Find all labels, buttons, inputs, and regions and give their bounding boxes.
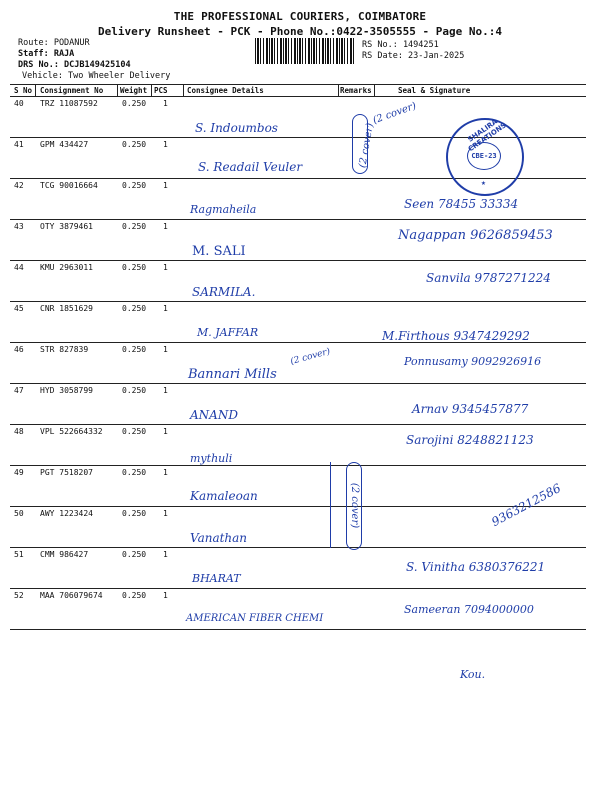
drs-label: DRS No.: DCJB149425104 xyxy=(18,60,131,70)
table-row-consignee: Ragmaheila xyxy=(190,203,257,216)
table-row-seal: M.Firthous 9347429292 xyxy=(382,329,530,343)
table-row-pcs: 1 xyxy=(163,304,168,313)
table-row-consignment: MAA 706079674 xyxy=(40,591,103,600)
table-row-seal: Seen 78455 33334 xyxy=(404,197,519,211)
table-row-seal: Sameeran 7094000000 xyxy=(404,603,534,616)
route-label: Route: PODANUR xyxy=(18,38,90,48)
table-row-consignment: HYD 3058799 xyxy=(40,386,93,395)
table-row-pcs: 1 xyxy=(163,345,168,354)
vehicle-label: Vehicle: Two Wheeler Delivery xyxy=(22,71,171,81)
company-title: THE PROFESSIONAL COURIERS, COIMBATORE xyxy=(173,10,427,23)
table-row-weight: 0.250 xyxy=(122,509,147,518)
table-row-seal: Ponnusamy 9092926916 xyxy=(404,355,542,368)
table-row-consignment: KMU 2963011 xyxy=(40,263,93,272)
remark-cover-note: (2 cover) xyxy=(349,482,361,529)
col-sno: S No xyxy=(14,86,33,95)
table-row-consignment: TCG 90016664 xyxy=(40,181,98,190)
table-row-consignee: Bannari Mills xyxy=(188,367,277,382)
table-row-consignee: M. SALI xyxy=(192,244,246,259)
table-row-weight: 0.250 xyxy=(122,181,147,190)
table-row-consignment: TRZ 11087592 xyxy=(40,99,98,108)
bottom-initials: Kou. xyxy=(460,668,486,681)
col-consignee: Consignee Details xyxy=(187,86,264,95)
table-row-weight: 0.250 xyxy=(122,427,147,436)
table-row-seal: Arnav 9345457877 xyxy=(412,402,529,416)
table-row-consignment: OTY 3879461 xyxy=(40,222,93,231)
remark-cover-note: (2 cover) xyxy=(371,100,418,127)
table-row-weight: 0.250 xyxy=(122,263,147,272)
table-row-seal: Sanvila 9787271224 xyxy=(426,271,551,285)
table-row-sno: 49 xyxy=(14,468,24,477)
table-row-pcs: 1 xyxy=(163,509,168,518)
table-row-sno: 44 xyxy=(14,263,24,272)
table-row-sno: 45 xyxy=(14,304,24,313)
table-row-weight: 0.250 xyxy=(122,99,147,108)
table-row-sno: 47 xyxy=(14,386,24,395)
table-row-sno: 46 xyxy=(14,345,24,354)
company-seal-stamp: SHALIRA CREATIONS CBE-23 ★ xyxy=(446,118,524,196)
table-row-sno: 41 xyxy=(14,140,24,149)
remarks-bracket xyxy=(346,462,362,550)
remarks-bracket xyxy=(352,114,368,174)
table-row-pcs: 1 xyxy=(163,263,168,272)
col-remarks: Remarks xyxy=(340,86,372,95)
remark-cover-note: (2 cover) xyxy=(289,346,332,368)
table-row-consignee: M. JAFFAR xyxy=(197,326,259,339)
table-row-consignment: AWY 1223424 xyxy=(40,509,93,518)
table-row-consignment: GPM 434427 xyxy=(40,140,89,149)
table-row-weight: 0.250 xyxy=(122,222,147,231)
barcode xyxy=(255,38,355,64)
table-row-sno: 50 xyxy=(14,509,24,518)
remark-cover-note: (2 cover) xyxy=(357,122,377,169)
table-row-consignee: SARMILA. xyxy=(192,285,256,299)
table-row-sno: 43 xyxy=(14,222,24,231)
table-row-weight: 0.250 xyxy=(122,345,147,354)
table-row-sno: 40 xyxy=(14,99,24,108)
table-row-pcs: 1 xyxy=(163,550,168,559)
rs-date-label: RS Date: 23-Jan-2025 xyxy=(362,51,465,61)
table-row-pcs: 1 xyxy=(163,591,168,600)
table-row-consignee: ANAND xyxy=(190,408,238,422)
table-row-pcs: 1 xyxy=(163,386,168,395)
table-row-pcs: 1 xyxy=(163,222,168,231)
table-row-consignment: CMM 986427 xyxy=(40,550,89,559)
table-row-seal: Nagappan 9626859453 xyxy=(398,228,553,243)
table-row-weight: 0.250 xyxy=(122,591,147,600)
table-row-seal: 9363212586 xyxy=(489,480,564,530)
staff-label: Staff: RAJA xyxy=(18,49,75,59)
table-row-consignee: BHARAT xyxy=(192,572,241,585)
table-row-pcs: 1 xyxy=(163,181,168,190)
col-pcs: PCS xyxy=(154,86,168,95)
table-row-pcs: 1 xyxy=(163,140,168,149)
table-row-weight: 0.250 xyxy=(122,140,147,149)
table-row-consignee: AMERICAN FIBER CHEMI xyxy=(186,613,324,624)
table-row-weight: 0.250 xyxy=(122,386,147,395)
table-row-seal: S. Vinitha 6380376221 xyxy=(406,560,546,574)
table-row-consignee: Vanathan xyxy=(190,531,248,545)
runsheet-subtitle: Delivery Runsheet - PCK - Phone No.:0422-3505555 - Page No.:4 xyxy=(98,25,502,38)
table-row-weight: 0.250 xyxy=(122,468,147,477)
table-row-sno: 48 xyxy=(14,427,24,436)
col-consignment: Consignment No xyxy=(40,86,104,95)
table-row-consignee: S. Readail Veuler xyxy=(198,160,303,174)
table-row-consignment: PGT 7518207 xyxy=(40,468,93,477)
table-row-weight: 0.250 xyxy=(122,550,147,559)
table-row-consignee: Kamaleoan xyxy=(190,489,258,503)
table-row-consignment: CNR 1851629 xyxy=(40,304,93,313)
table-row-sno: 42 xyxy=(14,181,24,190)
table-row-pcs: 1 xyxy=(163,99,168,108)
table-row-consignee: S. Indoumbos xyxy=(195,121,278,135)
remarks-bracket xyxy=(330,462,331,548)
rs-no-label: RS No.: 1494251 xyxy=(362,40,439,50)
table-row-pcs: 1 xyxy=(163,468,168,477)
col-weight: Weight xyxy=(120,86,148,95)
table-row-sno: 52 xyxy=(14,591,24,600)
col-seal: Seal & Signature xyxy=(398,86,471,95)
table-row-pcs: 1 xyxy=(163,427,168,436)
table-row-seal: Sarojini 8248821123 xyxy=(406,433,534,447)
table-row-weight: 0.250 xyxy=(122,304,147,313)
table-row-consignment: VPL 522664332 xyxy=(40,427,103,436)
handwritten-note-mythili: mythuli xyxy=(190,452,233,465)
table-row-consignment: STR 827839 xyxy=(40,345,89,354)
table-row-sno: 51 xyxy=(14,550,24,559)
